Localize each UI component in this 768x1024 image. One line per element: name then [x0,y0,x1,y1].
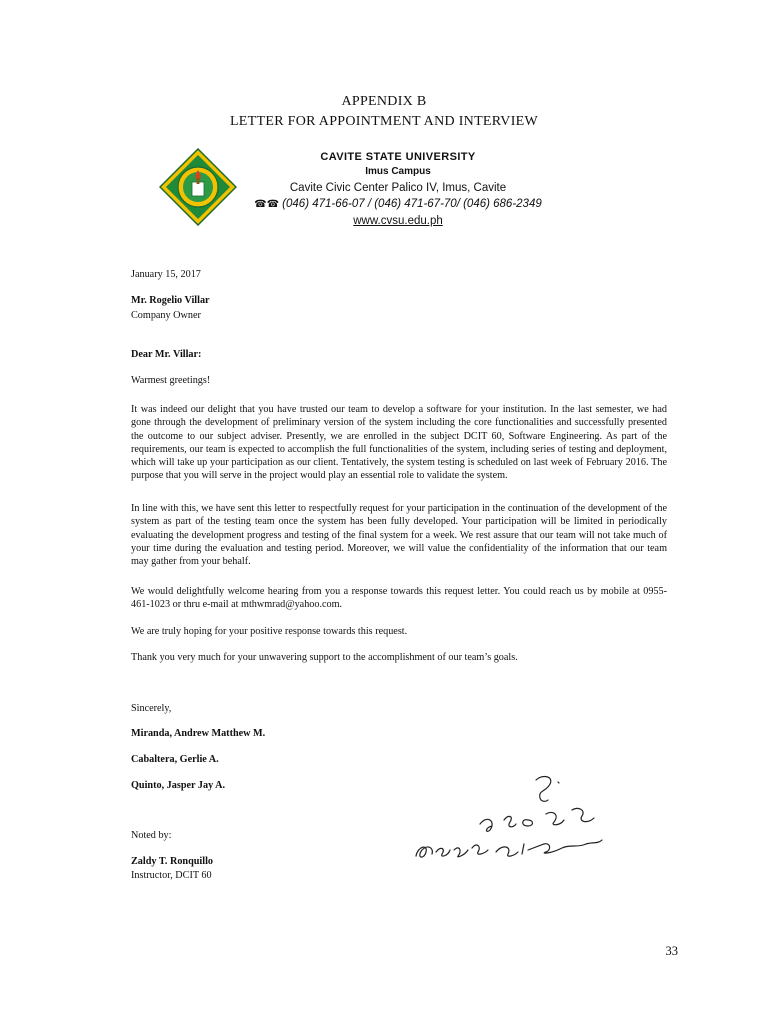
handwritten-signature [410,770,610,866]
body-paragraph-3: We would delightfully welcome hearing from you a response towards this request letter. You could reach us by mobile at 0955-461-1023 or thru e-mail at mthwmrad@yahoo.com. [131,586,667,611]
body-paragraph-4: We are truly hoping for your positive response towards this request. [131,626,408,637]
noter-name: Zaldy T. Ronquillo [131,856,214,867]
appendix-label: APPENDIX B [341,94,427,109]
university-name: CAVITE STATE UNIVERSITY [320,151,476,163]
letter-date: January 15, 2017 [131,269,201,280]
phone-numbers: (046) 471-66-07 / (046) 471-67-70/ (046) 686-2349 [282,198,542,210]
university-letterhead [248,150,548,229]
closing: Sincerely, [131,703,172,714]
body-paragraph-2: In line with this, we have sent this letter to respectfully request for your participation in the continuation of the development of the system as part of the testing team once the system has been fully developed. Your participation will be limited in periodically evaluating the development progress and testing of the final system for a week. We rest assure that our team will not take much of your time during the evaluation and testing period. Moreover, we will value the confidentiality of the information that our team may gather from your behalf. [131,503,667,568]
greeting: Warmest greetings! [131,375,211,386]
signatory-3: Quinto, Jasper Jay A. [131,780,226,791]
noter-title: Instructor, DCIT 60 [131,870,212,881]
salutation: Dear Mr. Villar: [131,349,202,360]
signatory-2: Cabaltera, Gerlie A. [131,754,219,765]
noted-by-label: Noted by: [131,830,172,841]
website-link[interactable]: www.cvsu.edu.ph [353,215,443,227]
university-address: Cavite Civic Center Palico IV, Imus, Cavite [289,182,507,194]
university-seal-logo [159,148,237,226]
phone-line [248,196,548,213]
campus-name: Imus Campus [365,166,431,177]
body-paragraph-5: Thank you very much for your unwavering support to the accomplishment of our team’s goals. [131,652,518,663]
recipient-title: Company Owner [131,310,201,321]
letter-title: LETTER FOR APPOINTMENT AND INTERVIEW [229,114,539,129]
signatory-1: Miranda, Andrew Matthew M. [131,728,266,739]
phone-fax-icon: ☎☎ [254,199,280,210]
recipient-name: Mr. Rogelio Villar [131,295,210,306]
page-number: 33 [665,944,678,958]
body-paragraph-1: It was indeed our delight that you have trusted our team to develop a software for your institution. In the last semester, we had gone through the development of preliminary version of the system including the core functionalities and successfully presented the outcome to our subject adviser. Presently, we are enrolled in the subject DCIT 60, Software Engineering. As part of the requirements, our team is expected to accomplish the full functionalities of the system, including series of testing and deployment, which will take up your participation as our client. Tentatively, the system testing is scheduled on last week of February 2016. The purpose that you will serve in the project would play an essential role to validate the system. [131,404,667,482]
